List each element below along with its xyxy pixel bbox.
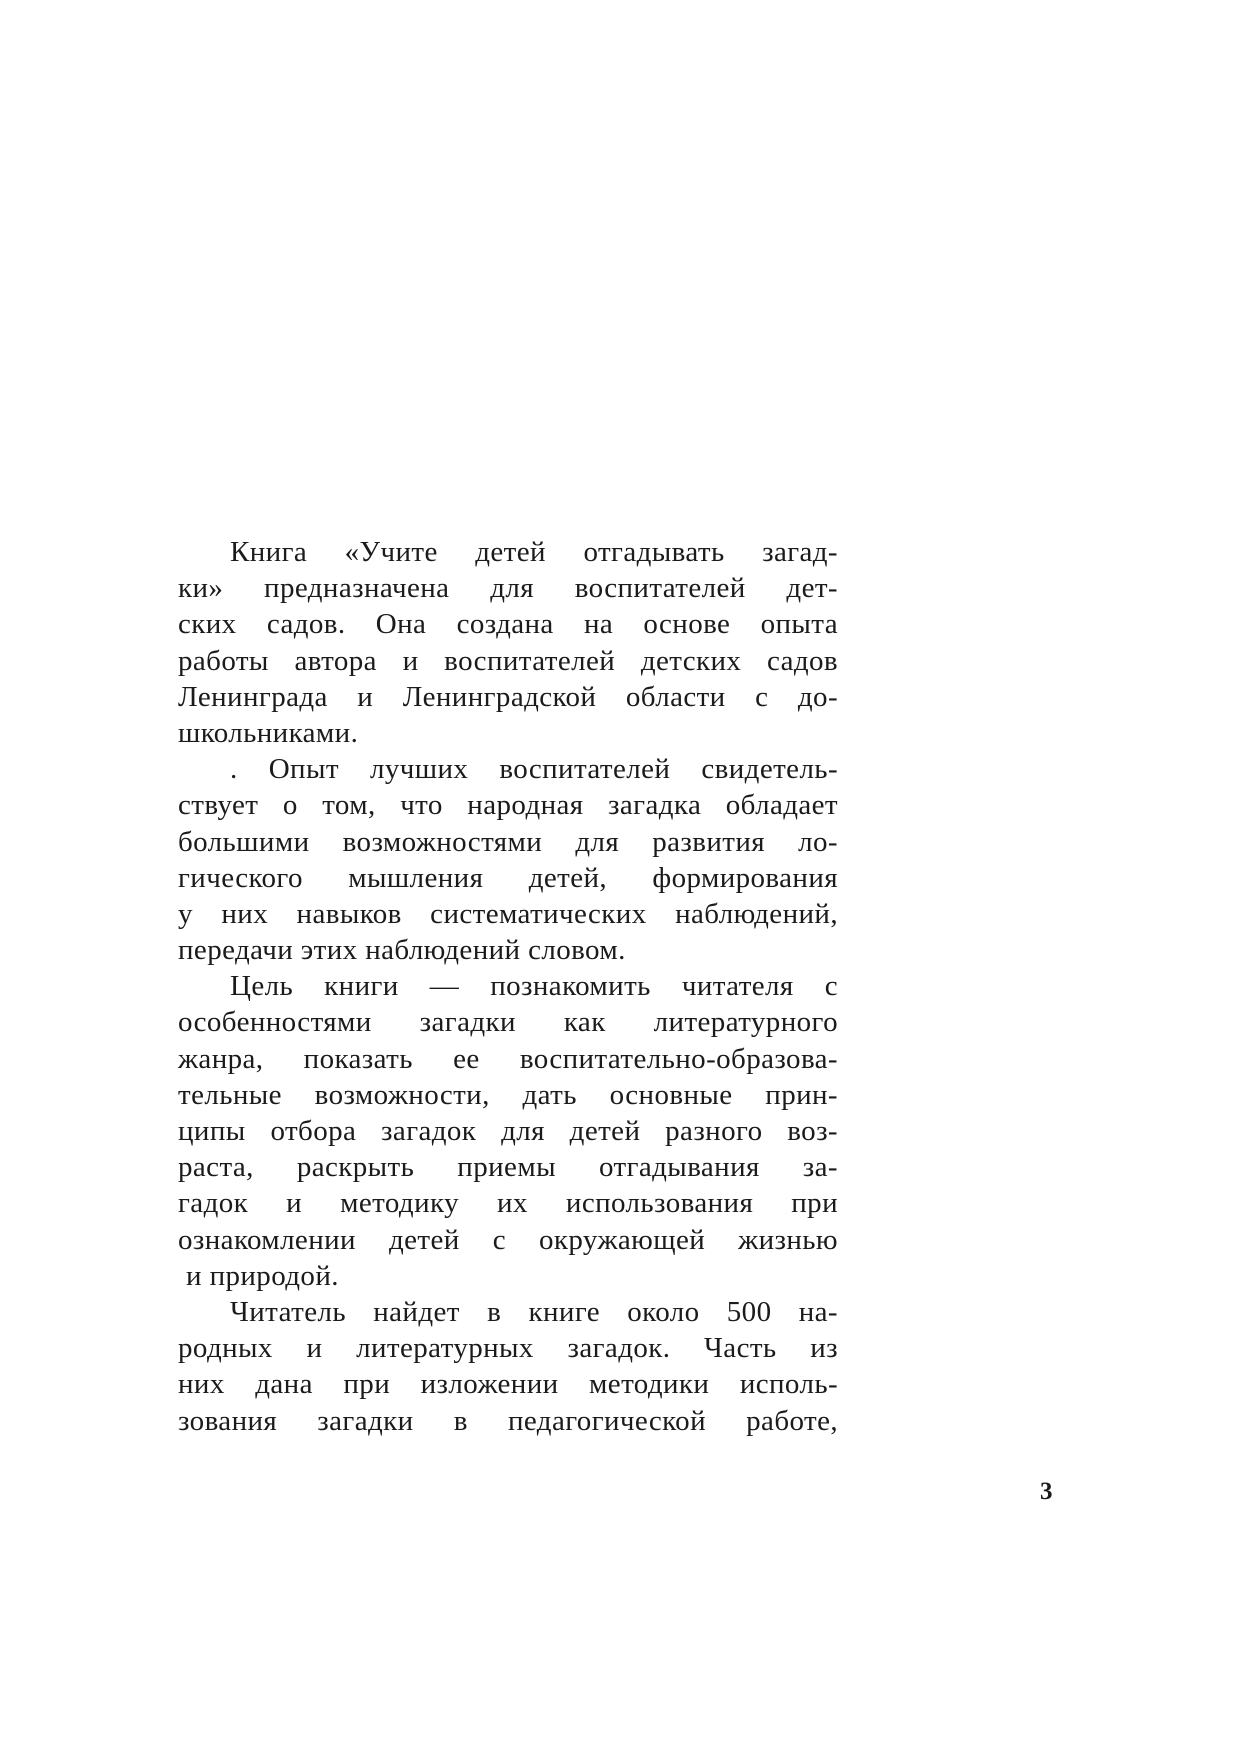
text-line: гадок и методику их использования при bbox=[178, 1187, 838, 1220]
text-line: Цель книги — познакомить читателя с bbox=[230, 970, 838, 1003]
text-line: тельные возможности, дать основные прин- bbox=[178, 1078, 838, 1111]
text-line: гического мышления детей, формирования bbox=[178, 861, 838, 894]
text-line: ских садов. Она создана на основе опыта bbox=[178, 608, 838, 641]
text-line: них дана при изложении методики исполь- bbox=[178, 1368, 838, 1401]
text-line: школьниками. bbox=[178, 716, 359, 749]
text-line: ципы отбора загадок для детей разного воз- bbox=[178, 1115, 838, 1147]
text-line: Ленинграда и Ленинградской области с до- bbox=[178, 680, 838, 713]
text-line: . Опыт лучших воспитателей свидетель- bbox=[230, 753, 838, 786]
text-line: передачи этих наблюдений словом. bbox=[178, 934, 626, 967]
text-line: и природой. bbox=[186, 1259, 339, 1292]
body-text bbox=[178, 534, 838, 1439]
text-line: ствует о том, что народная загадка обладает bbox=[178, 789, 838, 822]
text-line: раста, раскрыть приемы отгадывания за- bbox=[178, 1151, 838, 1184]
text-line: ознакомлении детей с окружающей жизнью bbox=[178, 1223, 838, 1256]
page-number: 3 bbox=[1040, 1478, 1053, 1505]
text-line: у них навыков систематических наблюдений, bbox=[178, 897, 838, 930]
text-line: работы автора и воспитателей детских садов bbox=[178, 644, 838, 677]
text-line: ки» предназначена для воспитателей дет- bbox=[178, 572, 838, 605]
text-line: особенностями загадки как литературного bbox=[178, 1006, 838, 1039]
text-line: Книга «Учите детей отгадывать загад- bbox=[230, 536, 838, 568]
text-line: большими возможностями для развития ло- bbox=[178, 825, 838, 858]
text-line: жанра, показать ее воспитательно-образова- bbox=[178, 1042, 838, 1075]
text-line: родных и литературных загадок. Часть из bbox=[178, 1332, 838, 1365]
text-line: зования загадки в педагогической работе, bbox=[178, 1404, 838, 1437]
text-line: Читатель найдет в книге около 500 на- bbox=[230, 1295, 838, 1328]
